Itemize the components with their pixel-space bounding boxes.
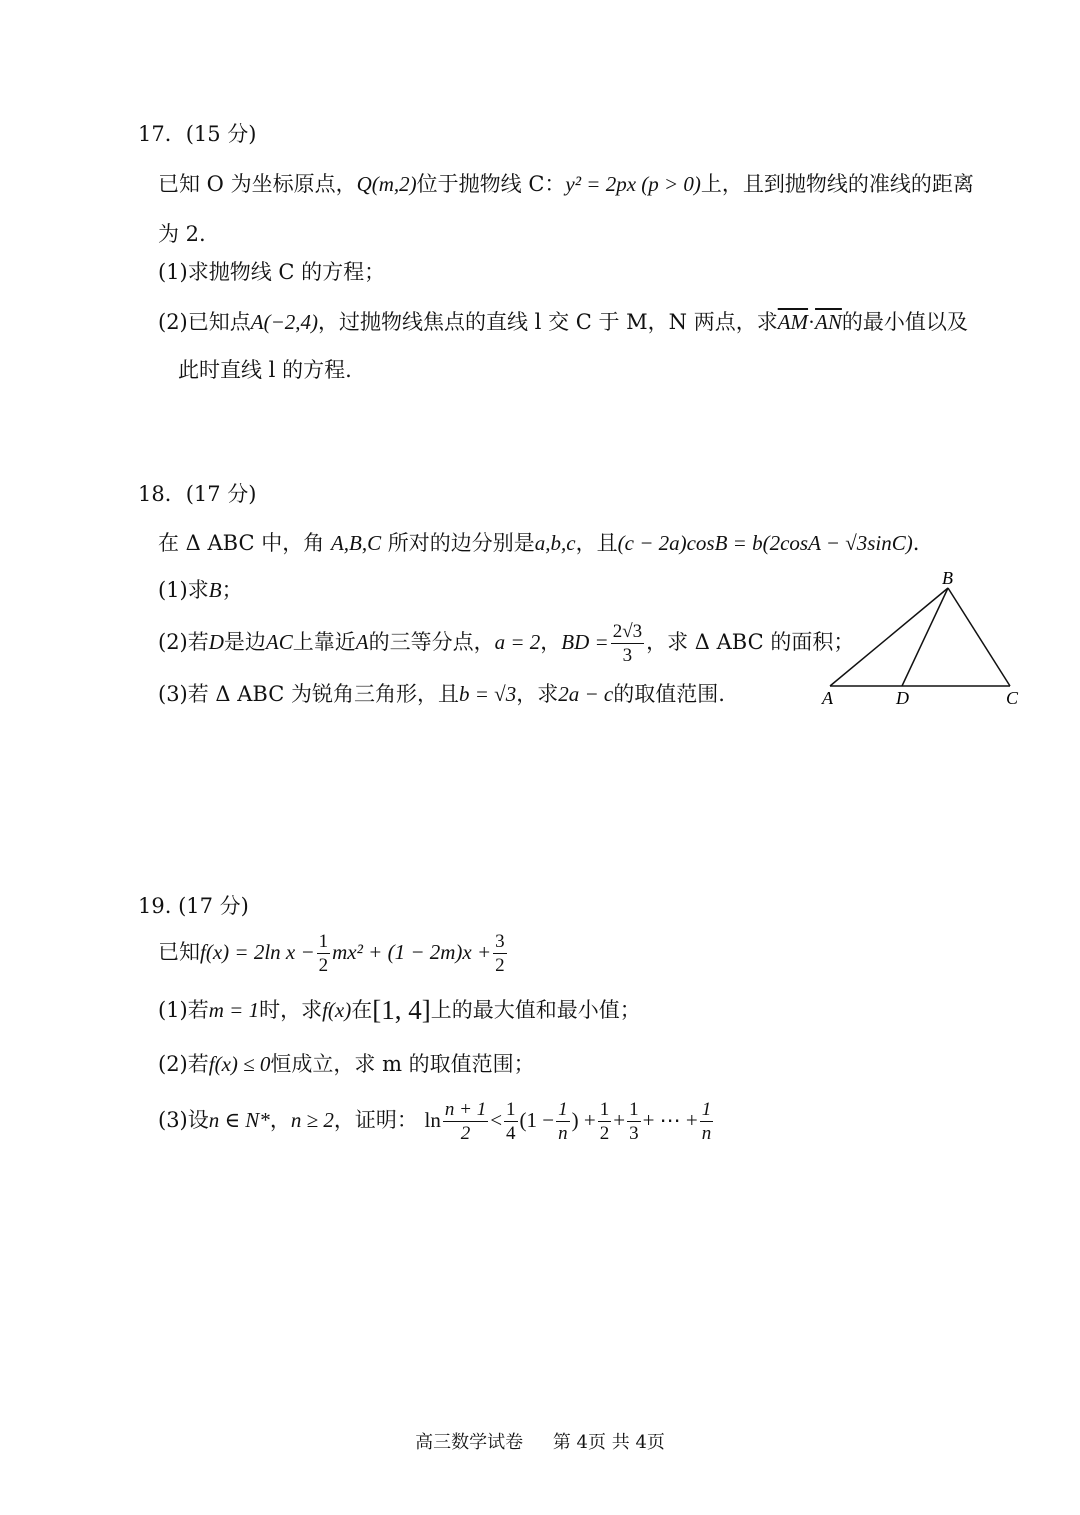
q19-header: 19. (17 分) [138, 894, 249, 918]
q17-part2: (2)已知点A(−2,4)，过抛物线焦点的直线 l 交 C 于 M，N 两点，求$\overline{AM}\cdot\overline{AN}$的最小值以及 [158, 310, 968, 334]
triangle-figure [812, 566, 1042, 716]
q19-part3: (3)设n ∈ N*，n ≥ 2，证明： ln $\frac{n + 1}{2}$ < $\frac{1}{4}$ (1 − $\frac{1}{n}$ ) + $\frac{1}{2}$ + $\frac{1}{3}$ + ⋯ + $\frac{1}{n}$ [158, 1099, 712, 1144]
segment-bd [902, 588, 948, 686]
q18-part1: (1)求B； [158, 578, 243, 602]
edge-bc [948, 588, 1010, 686]
label-b: B [942, 568, 953, 588]
q19-part1: (1)若m = 1时，求f(x)在[1, 4]上的最大值和最小值； [158, 995, 641, 1025]
label-c: C [1006, 688, 1019, 708]
q18-part2: (2)若D是边AC上靠近A的三等分点，a = 2，BD = $\frac{2√3}{3}$ ，求 Δ ABC 的面积； [158, 621, 855, 666]
q18-stem: 在 Δ ABC 中，角 A,B,C 所对的边分别是a,b,c，且(c − 2a)cosB = b(2cosA − √3sinC). [158, 531, 920, 555]
q19-part2: (2)若f(x) ≤ 0恒成立，求 m 的取值范围； [158, 1052, 535, 1076]
q17-part1: (1)求抛物线 C 的方程； [158, 260, 386, 284]
footer-page: 第 4页 共 4页 [552, 1432, 665, 1453]
q17-stem: 已知 O 为坐标原点，Q(m,2)位于抛物线 C：y² = 2px (p > 0)上，且到抛物线的准线的距离 [158, 172, 974, 196]
page-footer [0, 1428, 1080, 1454]
label-a: A [822, 688, 833, 708]
q17-header: 17．(15 分) [138, 122, 257, 146]
q18-part3: (3)若 Δ ABC 为锐角三角形，且b = √3，求2a − c的取值范围. [158, 682, 725, 706]
q17-part2-cont: 此时直线 l 的方程. [178, 358, 352, 382]
footer-title: 高三数学试卷 [415, 1432, 524, 1453]
q17-stem-cont: 为 2. [158, 222, 206, 246]
label-d: D [896, 688, 909, 708]
q19-stem: 已知f(x) = 2ln x − $\frac{1}{2}$ mx² + (1 − 2m)x + $\frac{3}{2}$ [158, 931, 505, 976]
edge-ab [830, 588, 948, 686]
q18-header: 18．(17 分) [138, 482, 257, 506]
